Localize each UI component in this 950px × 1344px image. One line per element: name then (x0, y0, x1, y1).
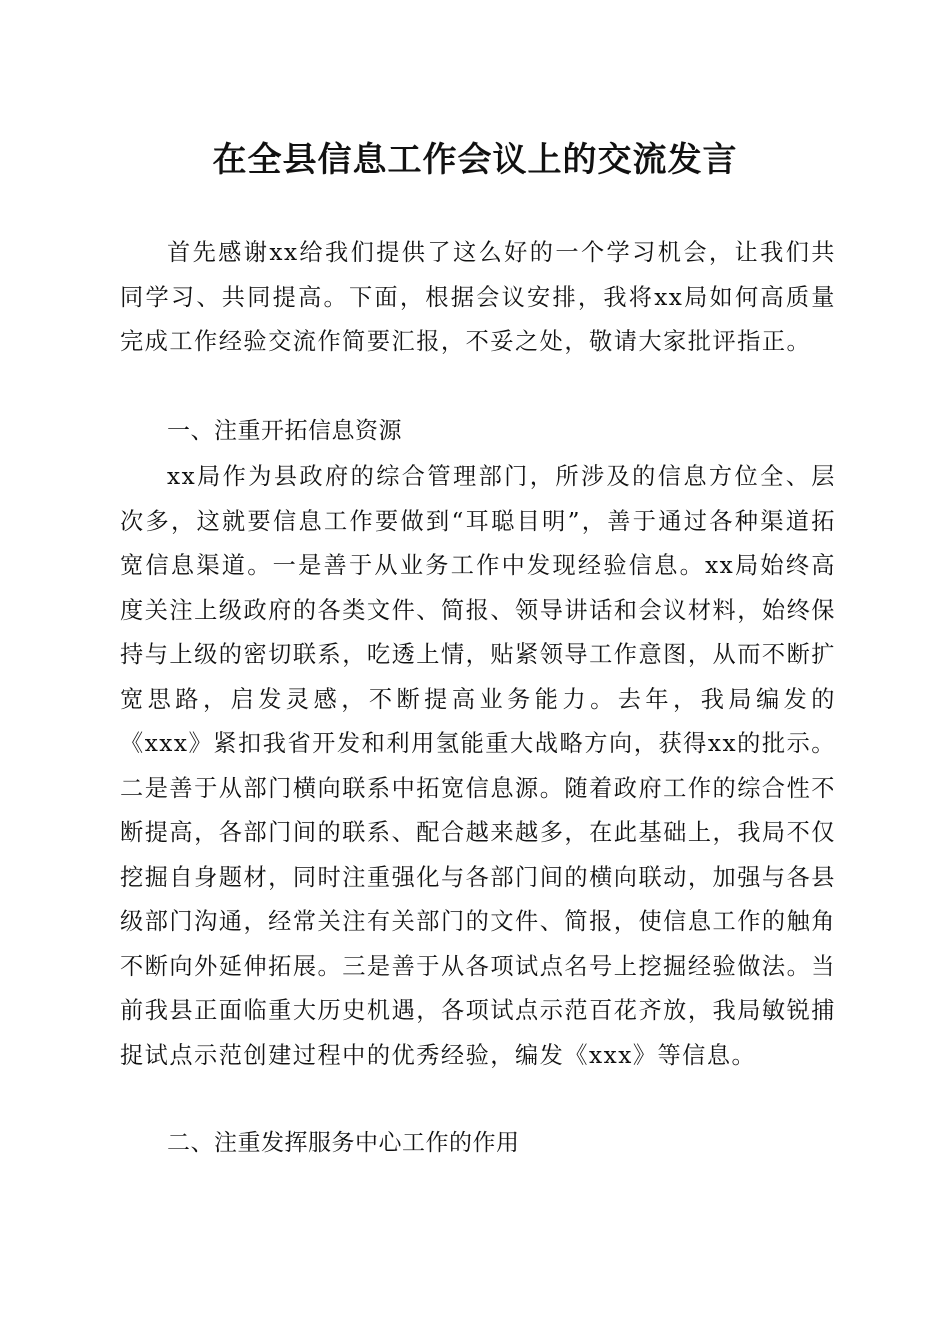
intro-paragraph: 首先感谢xx给我们提供了这么好的一个学习机会，让我们共同学习、共同提高。下面，根据会议安排，我将xx局如何高质量完成工作经验交流作简要汇报，不妥之处，敬请大家批评指正。 (120, 239, 836, 355)
document-title: 在全县信息工作会议上的交流发言 (212, 140, 738, 180)
section-2-heading: 二、注重发挥服务中心工作的作用 (167, 1130, 520, 1156)
section-1-paragraph: xx局作为县政府的综合管理部门，所涉及的信息方位全、层次多，这就要信息工作要做到“耳聪目明”，善于通过各种渠道拓宽信息渠道。一是善于从业务工作中发现经验信息。xx局始终高度关注上级政府的各类文件、简报、领导讲话和会议材料，始终保持与上级的密切联系，吃透上情，贴紧领导工作意图，从而不断扩宽思路，启发灵感，不断提高业务能力。去年，我局编发的《xxx》紧扣我省开发和利用氢能重大战略方向，获得xx的批示。二是善于从部门横向联系中拓宽信息源。随着政府工作的综合性不断提高，各部门间的联系、配合越来越多，在此基础上，我局不仅挖掘自身题材，同时注重强化与各部门间的横向联动，加强与各县级部门沟通，经常关注有关部门的文件、简报，使信息工作的触角不断向外延伸拓展。三是善于从各项试点名号上挖掘经验做法。当前我县正面临重大历史机遇，各项试点示范百花齐放，我局敏锐捕捉试点示范创建过程中的优秀经验，编发《xxx》等信息。 (120, 463, 836, 1069)
section-1-heading: 一、注重开拓信息资源 (167, 418, 402, 444)
